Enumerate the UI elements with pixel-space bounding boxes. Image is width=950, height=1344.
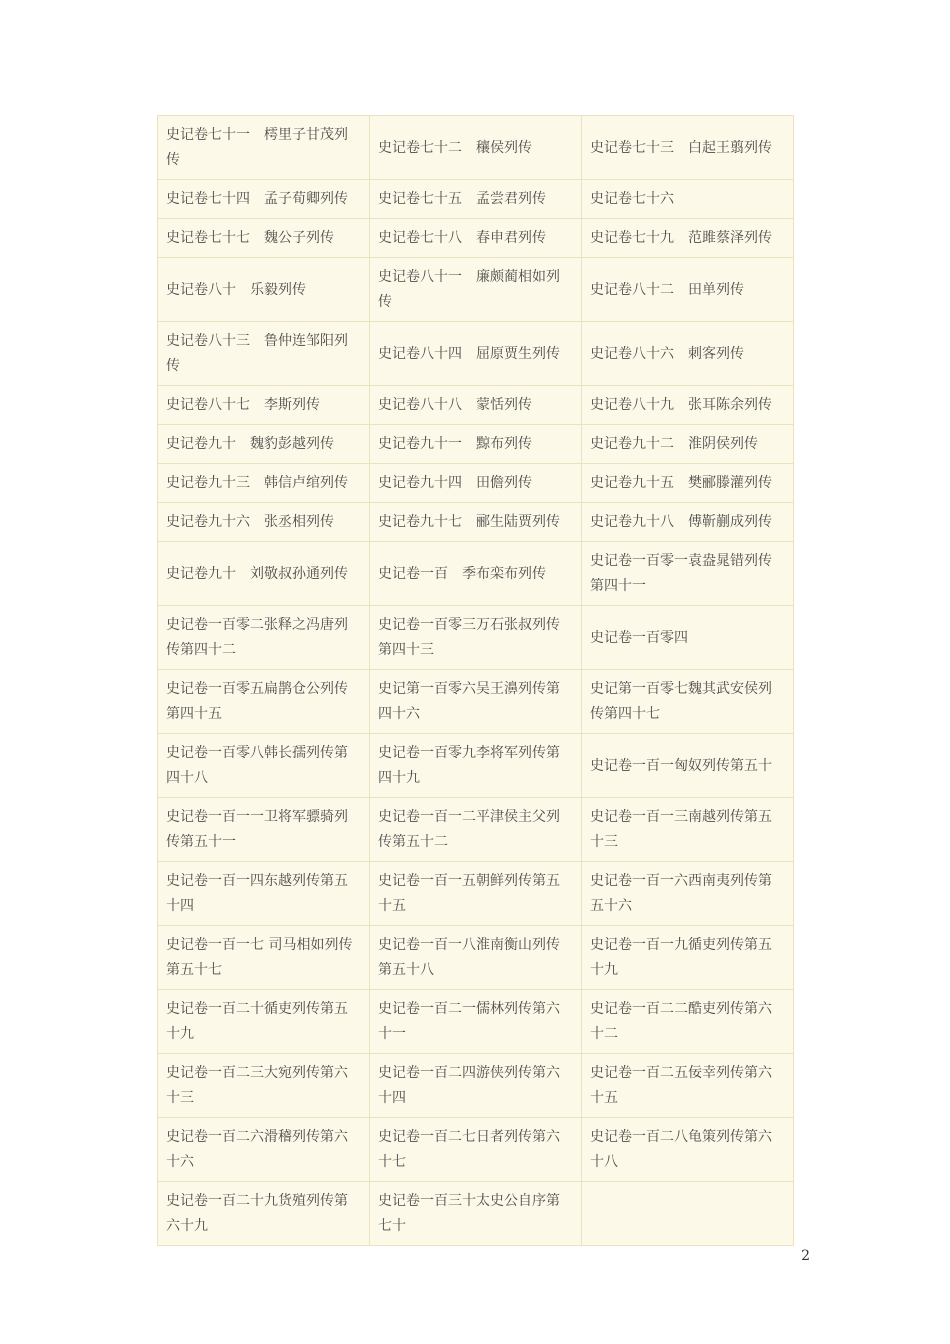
chapter-cell: 史记卷七十四 孟子荀卿列传	[158, 180, 370, 219]
chapter-cell: 史记卷八十二 田单列传	[582, 258, 794, 322]
chapter-index-table	[157, 115, 794, 1246]
chapter-cell: 史记卷一百二七日者列传第六十七	[370, 1118, 582, 1182]
table-row	[158, 926, 794, 990]
chapter-cell: 史记卷八十九 张耳陈余列传	[582, 386, 794, 425]
chapter-cell: 史记卷一百一一卫将军骠骑列传第五十一	[158, 798, 370, 862]
chapter-cell: 史记卷一百零二张释之冯唐列传第四十二	[158, 606, 370, 670]
chapter-cell: 史记卷一百零九李将军列传第四十九	[370, 734, 582, 798]
chapter-cell: 史记卷九十 魏豹彭越列传	[158, 425, 370, 464]
chapter-cell: 史记卷一百二一儒林列传第六十一	[370, 990, 582, 1054]
chapter-cell: 史记卷九十七 郦生陆贾列传	[370, 503, 582, 542]
chapter-cell: 史记卷八十八 蒙恬列传	[370, 386, 582, 425]
chapter-cell: 史记卷一百一三南越列传第五十三	[582, 798, 794, 862]
chapter-cell: 史记卷七十二 穰侯列传	[370, 116, 582, 180]
table-row	[158, 606, 794, 670]
chapter-cell: 史记卷七十九 范雎蔡泽列传	[582, 219, 794, 258]
chapter-cell: 史记卷一百二二酷吏列传第六十二	[582, 990, 794, 1054]
table-row	[158, 116, 794, 180]
chapter-cell: 史记卷一百 季布栾布列传	[370, 542, 582, 606]
chapter-cell: 史记卷九十 刘敬叔孙通列传	[158, 542, 370, 606]
chapter-cell: 史记卷一百一五朝鲜列传第五十五	[370, 862, 582, 926]
table-row	[158, 258, 794, 322]
chapter-cell: 史记卷一百二五佞幸列传第六十五	[582, 1054, 794, 1118]
chapter-cell: 史记卷七十五 孟尝君列传	[370, 180, 582, 219]
page-number: 2	[801, 1248, 810, 1264]
table-row	[158, 798, 794, 862]
chapter-cell: 史记卷八十四 屈原贾生列传	[370, 322, 582, 386]
chapter-cell: 史记卷一百三十太史公自序第七十	[370, 1182, 582, 1246]
chapter-cell: 史记卷一百一四东越列传第五十四	[158, 862, 370, 926]
chapter-cell: 史记卷八十六 刺客列传	[582, 322, 794, 386]
chapter-cell: 史记卷一百二三大宛列传第六十三	[158, 1054, 370, 1118]
table-row	[158, 734, 794, 798]
table-row	[158, 322, 794, 386]
table-row	[158, 670, 794, 734]
table-row	[158, 1118, 794, 1182]
chapter-cell: 史记卷七十三 白起王翦列传	[582, 116, 794, 180]
chapter-cell: 史记卷九十一 黥布列传	[370, 425, 582, 464]
chapter-cell: 史记卷九十四 田儋列传	[370, 464, 582, 503]
chapter-cell: 史记卷一百一匈奴列传第五十	[582, 734, 794, 798]
chapter-cell: 史记卷一百零五扁鹊仓公列传第四十五	[158, 670, 370, 734]
chapter-cell: 史记卷一百二十循吏列传第五十九	[158, 990, 370, 1054]
table-row	[158, 386, 794, 425]
chapter-cell: 史记卷一百二八龟策列传第六十八	[582, 1118, 794, 1182]
chapter-cell: 史记卷七十六	[582, 180, 794, 219]
table-row	[158, 219, 794, 258]
chapter-cell: 史记卷一百二六滑稽列传第六十六	[158, 1118, 370, 1182]
chapter-cell: 史记卷一百零一袁盎晁错列传第四十一	[582, 542, 794, 606]
table-row	[158, 464, 794, 503]
chapter-cell: 史记卷一百二十九货殖列传第六十九	[158, 1182, 370, 1246]
chapter-cell: 史记卷八十三 鲁仲连邹阳列传	[158, 322, 370, 386]
chapter-cell: 史记卷九十八 傅靳蒯成列传	[582, 503, 794, 542]
chapter-cell: 史记卷八十 乐毅列传	[158, 258, 370, 322]
chapter-cell: 史记卷七十一 樗里子甘茂列传	[158, 116, 370, 180]
chapter-cell: 史记卷七十七 魏公子列传	[158, 219, 370, 258]
table-row	[158, 180, 794, 219]
chapter-index-body	[158, 116, 794, 1246]
chapter-cell	[582, 1182, 794, 1246]
chapter-cell: 史记卷一百一九循吏列传第五十九	[582, 926, 794, 990]
chapter-cell: 史记卷九十三 韩信卢绾列传	[158, 464, 370, 503]
chapter-cell: 史记卷一百一二平津侯主父列传第五十二	[370, 798, 582, 862]
table-row	[158, 542, 794, 606]
table-row	[158, 503, 794, 542]
chapter-cell: 史记卷九十六 张丞相列传	[158, 503, 370, 542]
chapter-cell: 史记卷七十八 春申君列传	[370, 219, 582, 258]
chapter-cell: 史记卷九十五 樊郦滕灌列传	[582, 464, 794, 503]
chapter-cell: 史记卷一百零八韩长孺列传第四十八	[158, 734, 370, 798]
chapter-cell: 史记卷一百一六西南夷列传第五十六	[582, 862, 794, 926]
chapter-cell: 史记卷一百零三万石张叔列传第四十三	[370, 606, 582, 670]
chapter-cell: 史记卷一百一七 司马相如列传第五十七	[158, 926, 370, 990]
table-row	[158, 425, 794, 464]
chapter-cell: 史记卷八十一 廉颇蔺相如列传	[370, 258, 582, 322]
table-row	[158, 1054, 794, 1118]
table-row	[158, 862, 794, 926]
table-row	[158, 990, 794, 1054]
chapter-cell: 史记卷九十二 淮阴侯列传	[582, 425, 794, 464]
chapter-cell: 史记卷一百二四游侠列传第六十四	[370, 1054, 582, 1118]
chapter-cell: 史记第一百零六吴王濞列传第四十六	[370, 670, 582, 734]
chapter-cell: 史记卷一百一八淮南衡山列传第五十八	[370, 926, 582, 990]
chapter-cell: 史记卷八十七 李斯列传	[158, 386, 370, 425]
chapter-cell: 史记第一百零七魏其武安侯列传第四十七	[582, 670, 794, 734]
table-row	[158, 1182, 794, 1246]
chapter-cell: 史记卷一百零四	[582, 606, 794, 670]
